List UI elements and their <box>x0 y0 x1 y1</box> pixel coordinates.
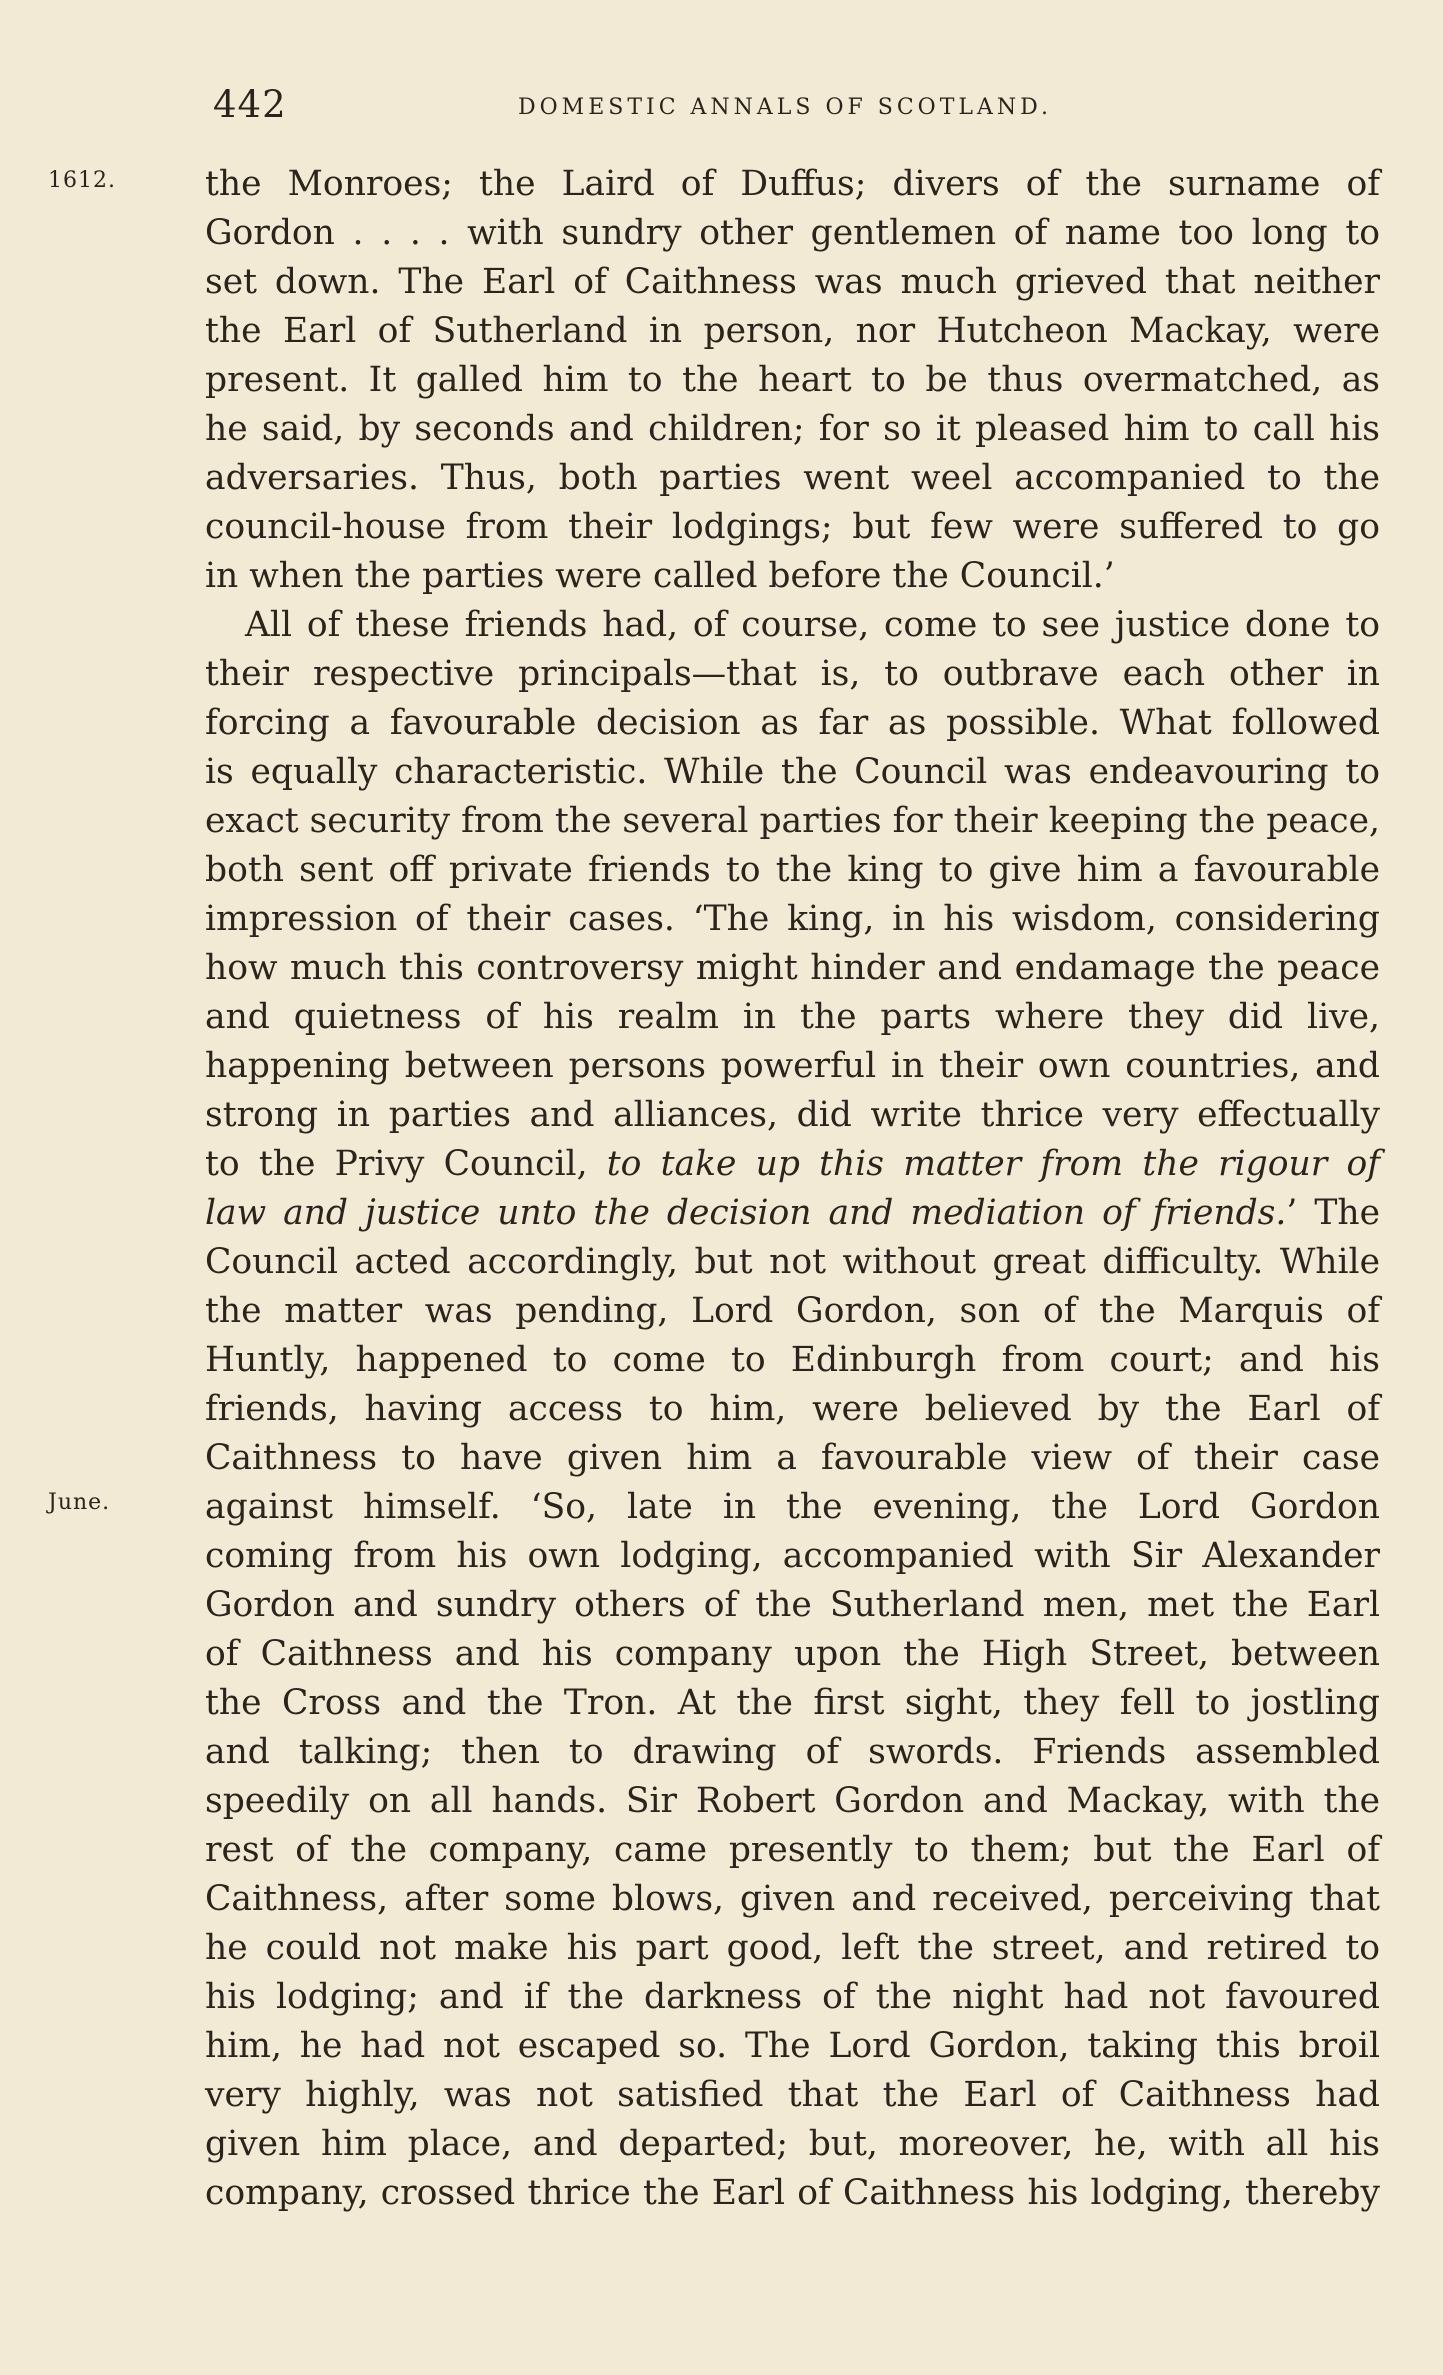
text-line: Council acted accordingly, but not without great difficulty. While <box>205 1242 1380 1282</box>
text-run: ’ The <box>1286 1193 1380 1233</box>
text-line: the matter was pending, Lord Gordon, son of the Marquis of <box>205 1291 1380 1331</box>
margin-note-month: June. <box>48 1490 111 1515</box>
text-line: the Cross and the Tron. At the first sight, they fell to jostling <box>205 1683 1380 1723</box>
text-run: to the Privy Council, <box>205 1144 607 1184</box>
text-line: Caithness, after some blows, given and received, perceiving that <box>205 1879 1380 1919</box>
text-line: set down. The Earl of Caithness was much grieved that neither <box>205 262 1380 302</box>
text-line: impression of their cases. ‘The king, in his wisdom, considering <box>205 899 1380 939</box>
text-line: his lodging; and if the darkness of the night had not favoured <box>205 1977 1380 2017</box>
text-line: adversaries. Thus, both parties went weel accompanied to the <box>205 458 1380 498</box>
text-line: the Monroes; the Laird of Duffus; divers of the surname of <box>205 164 1380 204</box>
text-line: is equally characteristic. While the Council was endeavouring to <box>205 752 1380 792</box>
text-line: how much this controversy might hinder and endamage the peace <box>205 948 1380 988</box>
text-line: against himself. ‘So, late in the evening, the Lord Gordon <box>205 1487 1380 1527</box>
text-line: present. It galled him to the heart to be thus overmatched, as <box>205 360 1380 400</box>
text-line: coming from his own lodging, accompanied with Sir Alexander <box>205 1536 1380 1576</box>
text-line: and quietness of his realm in the parts where they did live, <box>205 997 1380 1037</box>
text-line <box>205 1140 1380 1189</box>
italic-quote: to take up this matter from the rigour of <box>606 1144 1380 1184</box>
text-line: both sent off private friends to the king to give him a favourable <box>205 850 1380 890</box>
running-title: DOMESTIC ANNALS OF SCOTLAND. <box>518 95 1052 120</box>
text-line: rest of the company, came presently to them; but the Earl of <box>205 1830 1380 1870</box>
text-line: council-house from their lodgings; but few were suffered to go <box>205 507 1380 547</box>
body-text <box>205 160 1380 2218</box>
text-line: Gordon . . . . with sundry other gentlemen of name too long to <box>205 213 1380 253</box>
text-line: he said, by seconds and children; for so it pleased him to call his <box>205 409 1380 449</box>
page-number: 442 <box>213 83 287 126</box>
text-line: given him place, and departed; but, moreover, he, with all his <box>205 2124 1380 2164</box>
text-line: forcing a favourable decision as far as possible. What followed <box>205 703 1380 743</box>
margin-note-year: 1612. <box>48 168 116 193</box>
text-line: him, he had not escaped so. The Lord Gordon, taking this broil <box>205 2026 1380 2066</box>
text-line: exact security from the several parties for their keeping the peace, <box>205 801 1380 841</box>
text-line: and talking; then to drawing of swords. Friends assembled <box>205 1732 1380 1772</box>
text-line: happening between persons powerful in their own countries, and <box>205 1046 1380 1086</box>
text-line: friends, having access to him, were believed by the Earl of <box>205 1389 1380 1429</box>
text-line: very highly, was not satisfied that the Earl of Caithness had <box>205 2075 1380 2115</box>
text-line: company, crossed thrice the Earl of Caithness his lodging, thereby <box>205 2173 1380 2213</box>
text-line: Caithness to have given him a favourable view of their case <box>205 1438 1380 1478</box>
text-line: the Earl of Sutherland in person, nor Hutcheon Mackay, were <box>205 311 1380 351</box>
italic-quote: law and justice unto the decision and mediation of friends. <box>205 1193 1287 1233</box>
text-line: speedily on all hands. Sir Robert Gordon and Mackay, with the <box>205 1781 1380 1821</box>
text-line: Huntly, happened to come to Edinburgh from court; and his <box>205 1340 1380 1380</box>
text-line: strong in parties and alliances, did write thrice very effectually <box>205 1095 1380 1135</box>
text-line: Gordon and sundry others of the Sutherland men, met the Earl <box>205 1585 1380 1625</box>
text-line: their respective principals—that is, to outbrave each other in <box>205 654 1380 694</box>
text-line: he could not make his part good, left the street, and retired to <box>205 1928 1380 1968</box>
text-line: of Caithness and his company upon the High Street, between <box>205 1634 1380 1674</box>
text-line <box>205 1189 1380 1238</box>
paragraph-start-line: All of these friends had, of course, come to see justice done to <box>245 605 1380 645</box>
text-line: in when the parties were called before the Council.’ <box>205 556 1115 596</box>
